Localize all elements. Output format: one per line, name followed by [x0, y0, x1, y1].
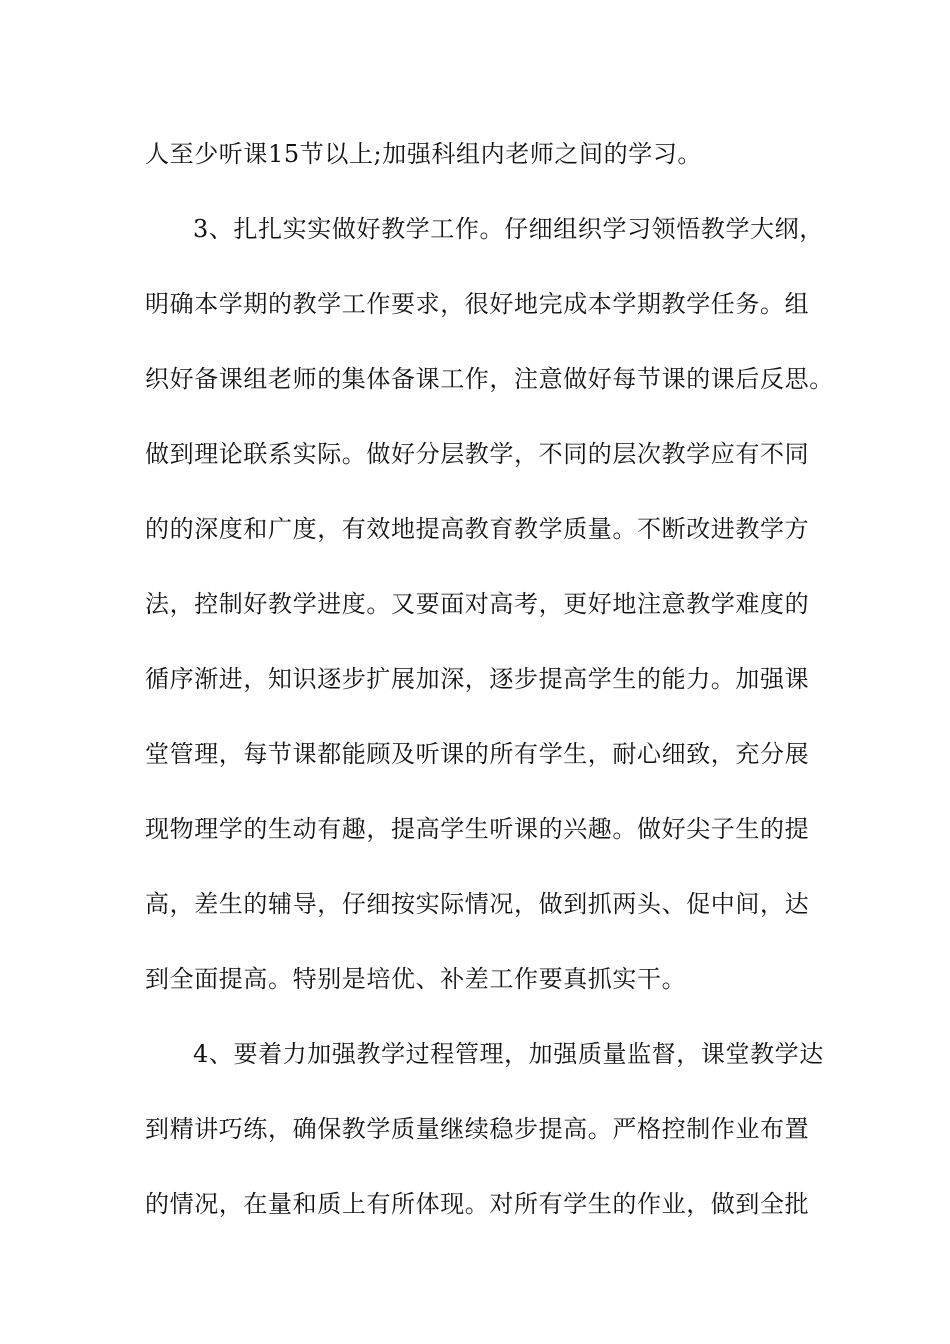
- paragraph-3-line-9: 现物理学的生动有趣，提高学生听课的兴趣。做好尖子生的提: [145, 815, 810, 843]
- paragraph-3-line-1: 3、扎扎实实做好教学工作。仔细组织学习领悟教学大纲，: [193, 215, 824, 243]
- paragraph-3-line-6: 法，控制好教学进度。又要面对高考，更好地注意教学难度的: [145, 590, 810, 618]
- paragraph-3-line-8: 堂管理，每节课都能顾及听课的所有学生，耐心细致，充分展: [145, 740, 810, 768]
- paragraph-4-line-2: 到精讲巧练，确保教学质量继续稳步提高。严格控制作业布置: [145, 1115, 810, 1143]
- paragraph-3-line-7: 循序渐进，知识逐步扩展加深，逐步提高学生的能力。加强课: [145, 665, 810, 693]
- paragraph-3-line-2: 明确本学期的教学工作要求，很好地完成本学期教学任务。组: [145, 290, 810, 318]
- paragraph-3-line-4: 做到理论联系实际。做好分层教学，不同的层次教学应有不同: [145, 440, 810, 468]
- paragraph-3-line-3: 织好备课组老师的集体备课工作，注意做好每节课的课后反思。: [145, 365, 834, 393]
- paragraph-4-line-3: 的情况，在量和质上有所体现。对所有学生的作业，做到全批: [145, 1190, 810, 1218]
- paragraph-3-line-5: 的的深度和广度，有效地提高教育教学质量。不断改进教学方: [145, 515, 810, 543]
- paragraph-3-line-10: 高，差生的辅导，仔细按实际情况，做到抓两头、促中间，达: [145, 890, 810, 918]
- paragraph-3-line-11: 到全面提高。特别是培优、补差工作要真抓实干。: [145, 965, 687, 993]
- text-line-1: 人至少听课15节以上;加强科组内老师之间的学习。: [145, 140, 703, 168]
- paragraph-4-line-1: 4、要着力加强教学过程管理，加强质量监督，课堂教学达: [193, 1040, 824, 1068]
